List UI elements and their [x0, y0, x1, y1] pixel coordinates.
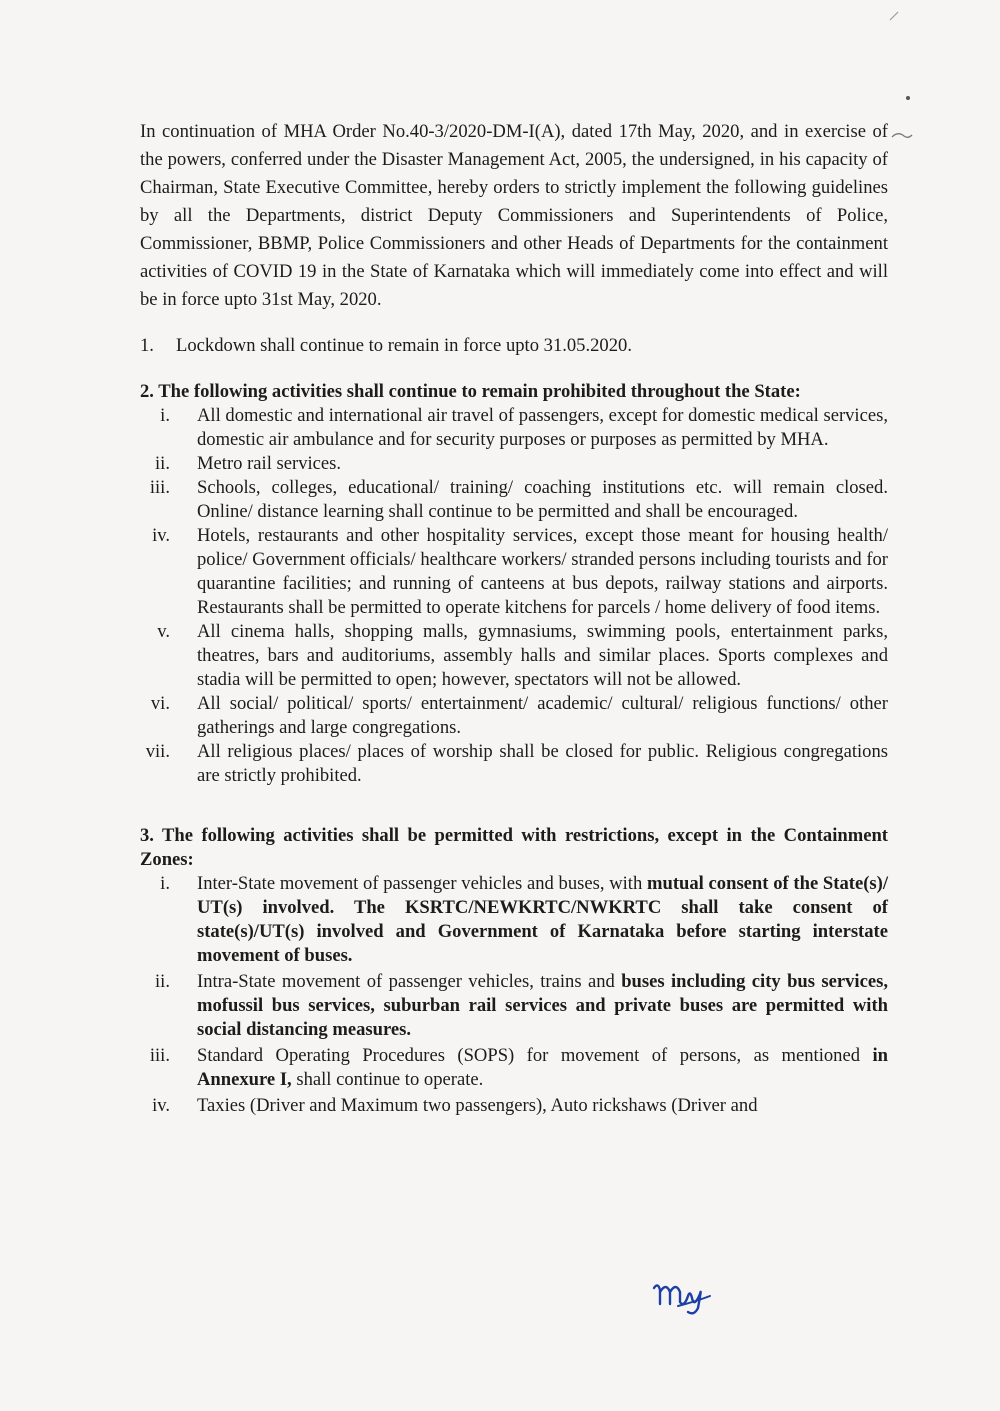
margin-scratch-icon [890, 125, 914, 145]
intro-paragraph: In continuation of MHA Order No.40-3/2020-DM-I(A), dated 17th May, 2020, and in exercise of the powers, conferred under the Disaster Management Act, 2005, the undersigned, in his capacity of Chairman, State Executive Committee, hereby orders to strictly implement the following guidelines by all the Departments, district Deputy Commissioners and Superintendents of Police, Commissioner, BBMP, Police Commissioners and other Heads of Departments for the containment activities of COVID 19 in the State of Karnataka which will immediately come into effect and will be in force upto 31st May, 2020. [140, 121, 888, 310]
list-item: iv. Taxies (Driver and Maximum two passengers), Auto rickshaws (Driver and [152, 1095, 758, 1116]
section-2-heading: 2. The following activities shall continue to remain prohibited throughout the State: [140, 381, 801, 402]
list-item: i. Inter-State movement of passenger vehicles and buses, with mutual consent of the State(s)/ UT(s) involved. The KSRTC/NEWKRTC/NWKRTC shall take consent of state(s)/UT(s) involved and Government of Karnataka before starting interstate movement of buses. [160, 873, 888, 966]
section-2-list [140, 404, 888, 788]
corner-mark-icon [880, 6, 910, 26]
list-item: v. All cinema halls, shopping malls, gymnasiums, swimming pools, entertainment parks, theatres, bars and auditoriums, assembly halls and similar places. Sports complexes and stadia will be permitted to open; however, spectators will not be allowed. [157, 621, 888, 690]
list-item: ii. Intra-State movement of passenger vehicles, trains and buses including city bus services, mofussil bus services, suburban rail services and private buses are permitted with social distancing measures. [155, 971, 888, 1040]
list-item: i. All domestic and international air travel of passengers, except for domestic medical services, domestic air ambulance and for security purposes or purposes as permitted by MHA. [160, 405, 888, 450]
section-3-list [140, 872, 888, 1118]
dot-mark-icon [904, 94, 912, 102]
section-1-number: 1. [140, 335, 154, 356]
section-3-heading: 3. The following activities shall be permitted with restrictions, except in the Containment Zones: [140, 825, 888, 870]
section-1-text: Lockdown shall continue to remain in force upto 31.05.2020. [176, 335, 632, 356]
list-item: vii. All religious places/ places of worship shall be closed for public. Religious congregations are strictly prohibited. [145, 741, 888, 786]
list-item: ii. Metro rail services. [155, 453, 342, 474]
list-item: iii. Schools, colleges, educational/ training/ coaching institutions etc. will remain closed. Online/ distance learning shall continue to be permitted and shall be encouraged. [149, 477, 888, 522]
list-item: iii. Standard Operating Procedures (SOPS) for movement of persons, as mentioned in Annexure I, shall continue to operate. [149, 1045, 888, 1090]
section-1 [140, 332, 888, 360]
signature-initials-icon [648, 1278, 718, 1316]
list-item: iv. Hotels, restaurants and other hospitality services, except those meant for housing health/ police/ Government officials/ healthcare workers/ stranded persons including tourists and for quarantine facilities; and running of canteens at bus depots, railway stations and airports. Restaurants shall be permitted to operate kitchens for parcels / home delivery of food items. [152, 525, 888, 618]
list-item: vi. All social/ political/ sports/ entertainment/ academic/ cultural/ religious functions/ other gatherings and large congregations. [150, 693, 888, 738]
document-body [140, 118, 888, 1120]
